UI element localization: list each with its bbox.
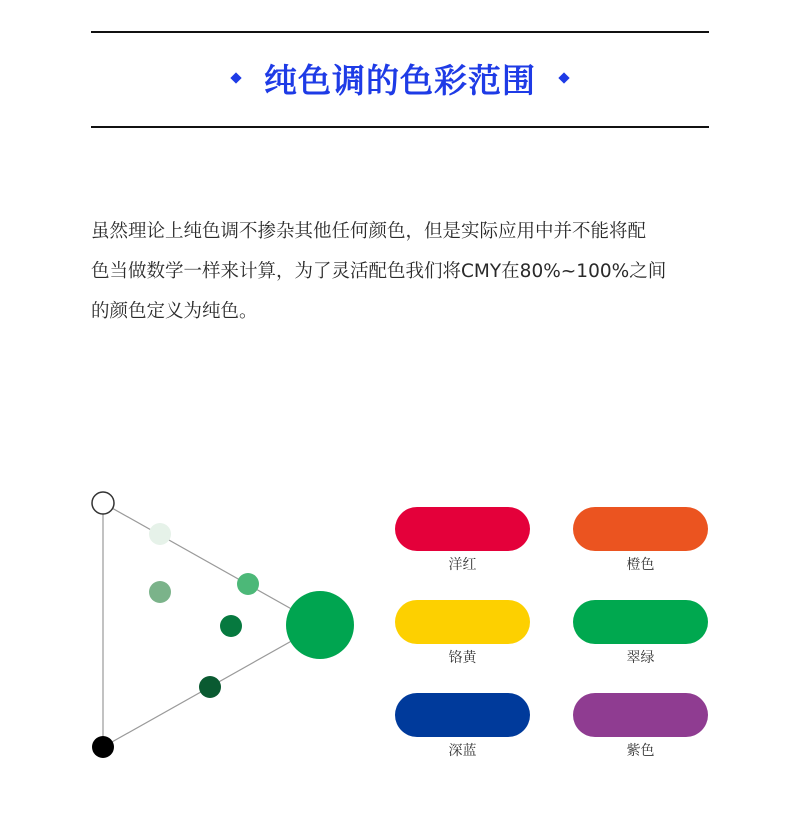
swatch-pill — [395, 693, 530, 737]
swatch-purple — [573, 693, 708, 761]
swatch-label: 紫色 — [626, 743, 655, 759]
swatch-label: 翠绿 — [626, 650, 655, 666]
white-vertex-dot — [92, 492, 114, 514]
swatch-pill — [573, 507, 708, 551]
body-paragraph — [91, 212, 711, 332]
swatch-label: 洋红 — [448, 557, 477, 573]
shade-2-dot — [199, 676, 221, 698]
body-line: 的颜色定义为纯色。 — [91, 301, 258, 322]
diamond-left-icon — [230, 72, 241, 83]
triangle-edge-top — [103, 503, 320, 625]
tint-2-dot — [237, 573, 259, 595]
shade-1-dot — [220, 615, 242, 637]
swatch-label: 深蓝 — [448, 743, 477, 759]
page-title: 纯色调的色彩范围 — [264, 60, 536, 100]
swatch-pill — [573, 600, 708, 644]
swatch-emerald — [573, 600, 708, 668]
swatch-chrome-yellow — [395, 600, 530, 668]
grey-green-dot — [149, 581, 171, 603]
swatch-orange — [573, 507, 708, 575]
pure-green-dot — [286, 591, 354, 659]
top-divider — [91, 31, 709, 33]
bottom-divider — [91, 126, 709, 128]
title-row — [91, 52, 709, 104]
swatch-pill — [573, 693, 708, 737]
swatch-deep-blue — [395, 693, 530, 761]
swatch-pill — [395, 507, 530, 551]
swatch-pill — [395, 600, 530, 644]
swatch-grid — [395, 507, 708, 767]
diamond-right-icon — [558, 72, 569, 83]
black-vertex-dot — [92, 736, 114, 758]
body-line: 虽然理论上纯色调不掺杂其他任何颜色，但是实际应用中并不能将配 — [91, 221, 647, 242]
tint-1-dot — [149, 523, 171, 545]
body-line: 色当做数学一样来计算，为了灵活配色我们将CMY在80%~100%之间 — [91, 261, 667, 282]
color-triangle-diagram — [80, 480, 370, 770]
swatch-label: 铬黄 — [448, 650, 477, 666]
swatch-label: 橙色 — [626, 557, 655, 573]
swatch-magenta — [395, 507, 530, 575]
